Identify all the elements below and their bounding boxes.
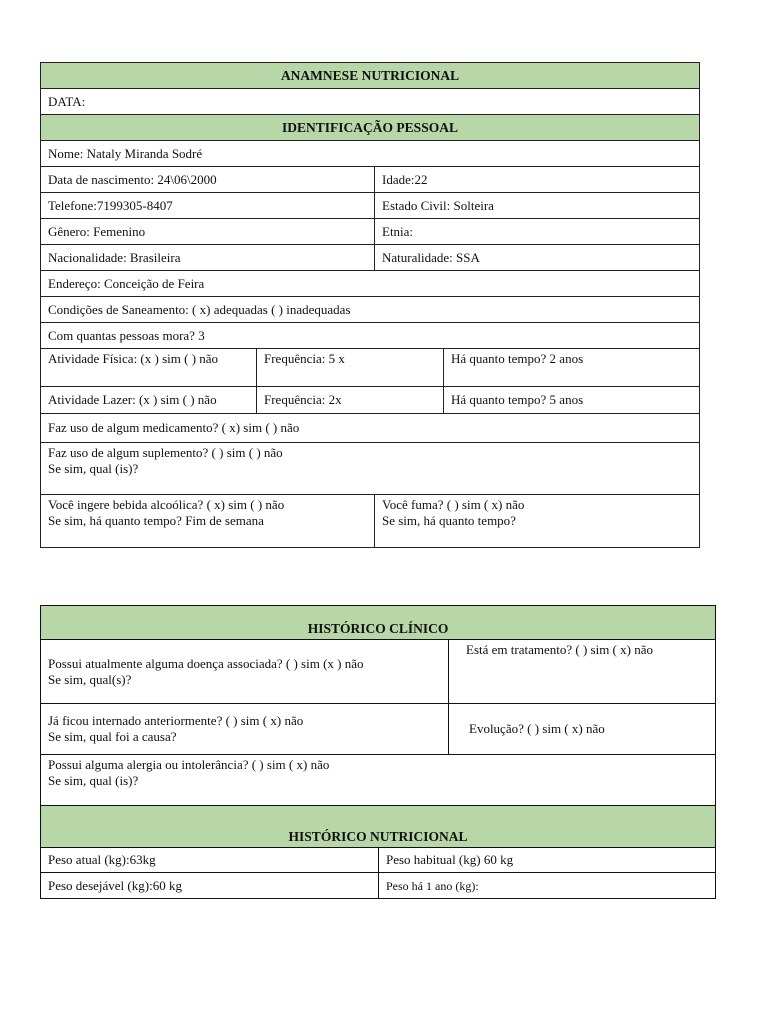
name-field: Nome: Nataly Miranda Sodré <box>41 141 700 167</box>
hospital-field <box>41 704 449 755</box>
anamnese-title: ANAMNESE NUTRICIONAL <box>41 63 700 89</box>
smoke-since: Se sim, há quanto tempo? <box>382 513 516 528</box>
disease-field <box>41 640 449 704</box>
clinical-title: HISTÓRICO CLÍNICO <box>41 606 716 640</box>
allergy-which: Se sim, qual (is)? <box>48 773 139 788</box>
address-field: Endereço: Conceição de Feira <box>41 271 700 297</box>
civil-status-field: Estado Civil: Solteira <box>375 193 700 219</box>
gender-field: Gênero: Femenino <box>41 219 375 245</box>
hospital-cause: Se sim, qual foi a causa? <box>48 729 177 744</box>
leisure-duration-field: Há quanto tempo? 5 anos <box>444 387 700 414</box>
medication-field: Faz uso de algum medicamento? ( x) sim ( ) não <box>41 414 700 443</box>
allergy-question: Possui alguma alergia ou intolerância? ( ) sim ( x) não <box>48 757 330 772</box>
current-weight-field: Peso atual (kg):63kg <box>41 848 379 873</box>
anamnese-table <box>40 62 700 548</box>
household-field: Com quantas pessoas mora? 3 <box>41 323 700 349</box>
phone-field: Telefone:7199305-8407 <box>41 193 375 219</box>
physical-activity-field: Atividade Física: (x ) sim ( ) não <box>41 349 257 387</box>
age-field: Idade:22 <box>375 167 700 193</box>
birthdate-field: Data de nascimento: 24\06\2000 <box>41 167 375 193</box>
allergy-field <box>41 755 716 806</box>
supplement-field <box>41 443 700 495</box>
evolution-field: Evolução? ( ) sim ( x) não <box>449 704 716 755</box>
alcohol-field <box>41 495 375 548</box>
birthplace-field: Naturalidade: SSA <box>375 245 700 271</box>
disease-question: Possui atualmente alguma doença associada? ( ) sim (x ) não <box>48 655 364 671</box>
physical-frequency-field: Frequência: 5 x <box>257 349 444 387</box>
disease-which: Se sim, qual(s)? <box>48 671 132 687</box>
leisure-frequency-field: Frequência: 2x <box>257 387 444 414</box>
nutritional-title: HISTÓRICO NUTRICIONAL <box>41 806 716 848</box>
leisure-activity-field: Atividade Lazer: (x ) sim ( ) não <box>41 387 257 414</box>
nationality-field: Nacionalidade: Brasileira <box>41 245 375 271</box>
desired-weight-field: Peso desejável (kg):60 kg <box>41 873 379 899</box>
physical-duration-field: Há quanto tempo? 2 anos <box>444 349 700 387</box>
history-table <box>40 605 716 899</box>
identification-title: IDENTIFICAÇÃO PESSOAL <box>41 115 700 141</box>
smoke-field <box>375 495 700 548</box>
alcohol-since: Se sim, há quanto tempo? Fim de semana <box>48 513 264 528</box>
supplement-question: Faz uso de algum suplemento? ( ) sim ( ) não <box>48 445 283 460</box>
supplement-which: Se sim, qual (is)? <box>48 461 139 476</box>
treatment-field: Está em tratamento? ( ) sim ( x) não <box>449 640 716 704</box>
weight-1y-field: Peso há 1 ano (kg): <box>379 873 716 899</box>
ethnicity-field: Etnia: <box>375 219 700 245</box>
alcohol-question: Você ingere bebida alcoólica? ( x) sim ( ) não <box>48 497 285 512</box>
sanitation-field: Condições de Saneamento: ( x) adequadas ( ) inadequadas <box>41 297 700 323</box>
date-field: DATA: <box>41 89 700 115</box>
usual-weight-field: Peso habitual (kg) 60 kg <box>379 848 716 873</box>
smoke-question: Você fuma? ( ) sim ( x) não <box>382 497 525 512</box>
hospital-question: Já ficou internado anteriormente? ( ) sim ( x) não <box>48 713 304 728</box>
